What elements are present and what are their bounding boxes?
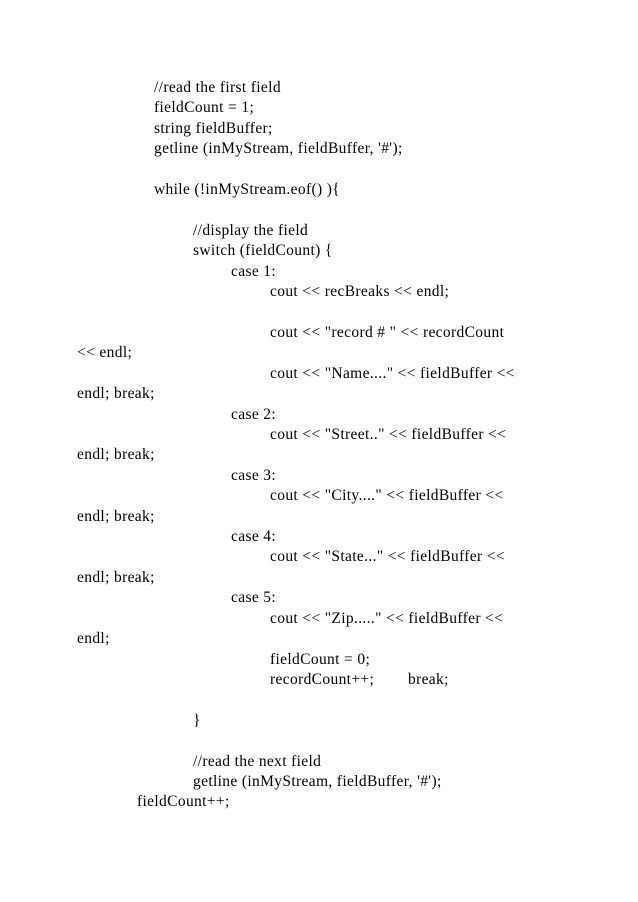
code-line: //read the next field	[193, 753, 322, 770]
code-line: cout << "Name...." << fieldBuffer <<	[270, 365, 515, 382]
code-line: string fieldBuffer;	[154, 120, 273, 137]
code-line: endl; break;	[77, 446, 155, 463]
code-line: switch (fieldCount) {	[193, 242, 333, 259]
code-line: while (!inMyStream.eof() ){	[154, 181, 341, 198]
code-line: case 3:	[231, 467, 277, 484]
code-line: getline (inMyStream, fieldBuffer, '#');	[193, 773, 442, 790]
code-line: case 1:	[231, 263, 277, 280]
code-line: //display the field	[193, 222, 309, 239]
code-line: fieldCount = 1;	[154, 99, 255, 116]
code-line: case 2:	[231, 406, 277, 423]
code-line: }	[193, 712, 201, 729]
code-line: cout << "record # " << recordCount	[270, 324, 505, 341]
code-line: cout << "Street.." << fieldBuffer <<	[270, 426, 507, 443]
code-line: cout << "City...." << fieldBuffer <<	[270, 487, 504, 504]
code-line: endl; break;	[77, 385, 155, 402]
code-line: cout << recBreaks << endl;	[270, 283, 450, 300]
code-line: recordCount++; break;	[270, 671, 449, 688]
code-line: fieldCount = 0;	[270, 651, 371, 668]
code-line: case 5:	[231, 589, 277, 606]
code-line: getline (inMyStream, fieldBuffer, '#');	[154, 140, 403, 157]
code-line: fieldCount++;	[137, 793, 230, 810]
code-line: //read the first field	[154, 79, 281, 96]
code-line: endl;	[77, 630, 110, 647]
code-line: << endl;	[77, 344, 133, 361]
code-line: cout << "Zip....." << fieldBuffer <<	[270, 610, 504, 627]
code-line: cout << "State..." << fieldBuffer <<	[270, 548, 505, 565]
code-line: case 4:	[231, 528, 277, 545]
code-line: endl; break;	[77, 569, 155, 586]
code-line: endl; break;	[77, 508, 155, 525]
